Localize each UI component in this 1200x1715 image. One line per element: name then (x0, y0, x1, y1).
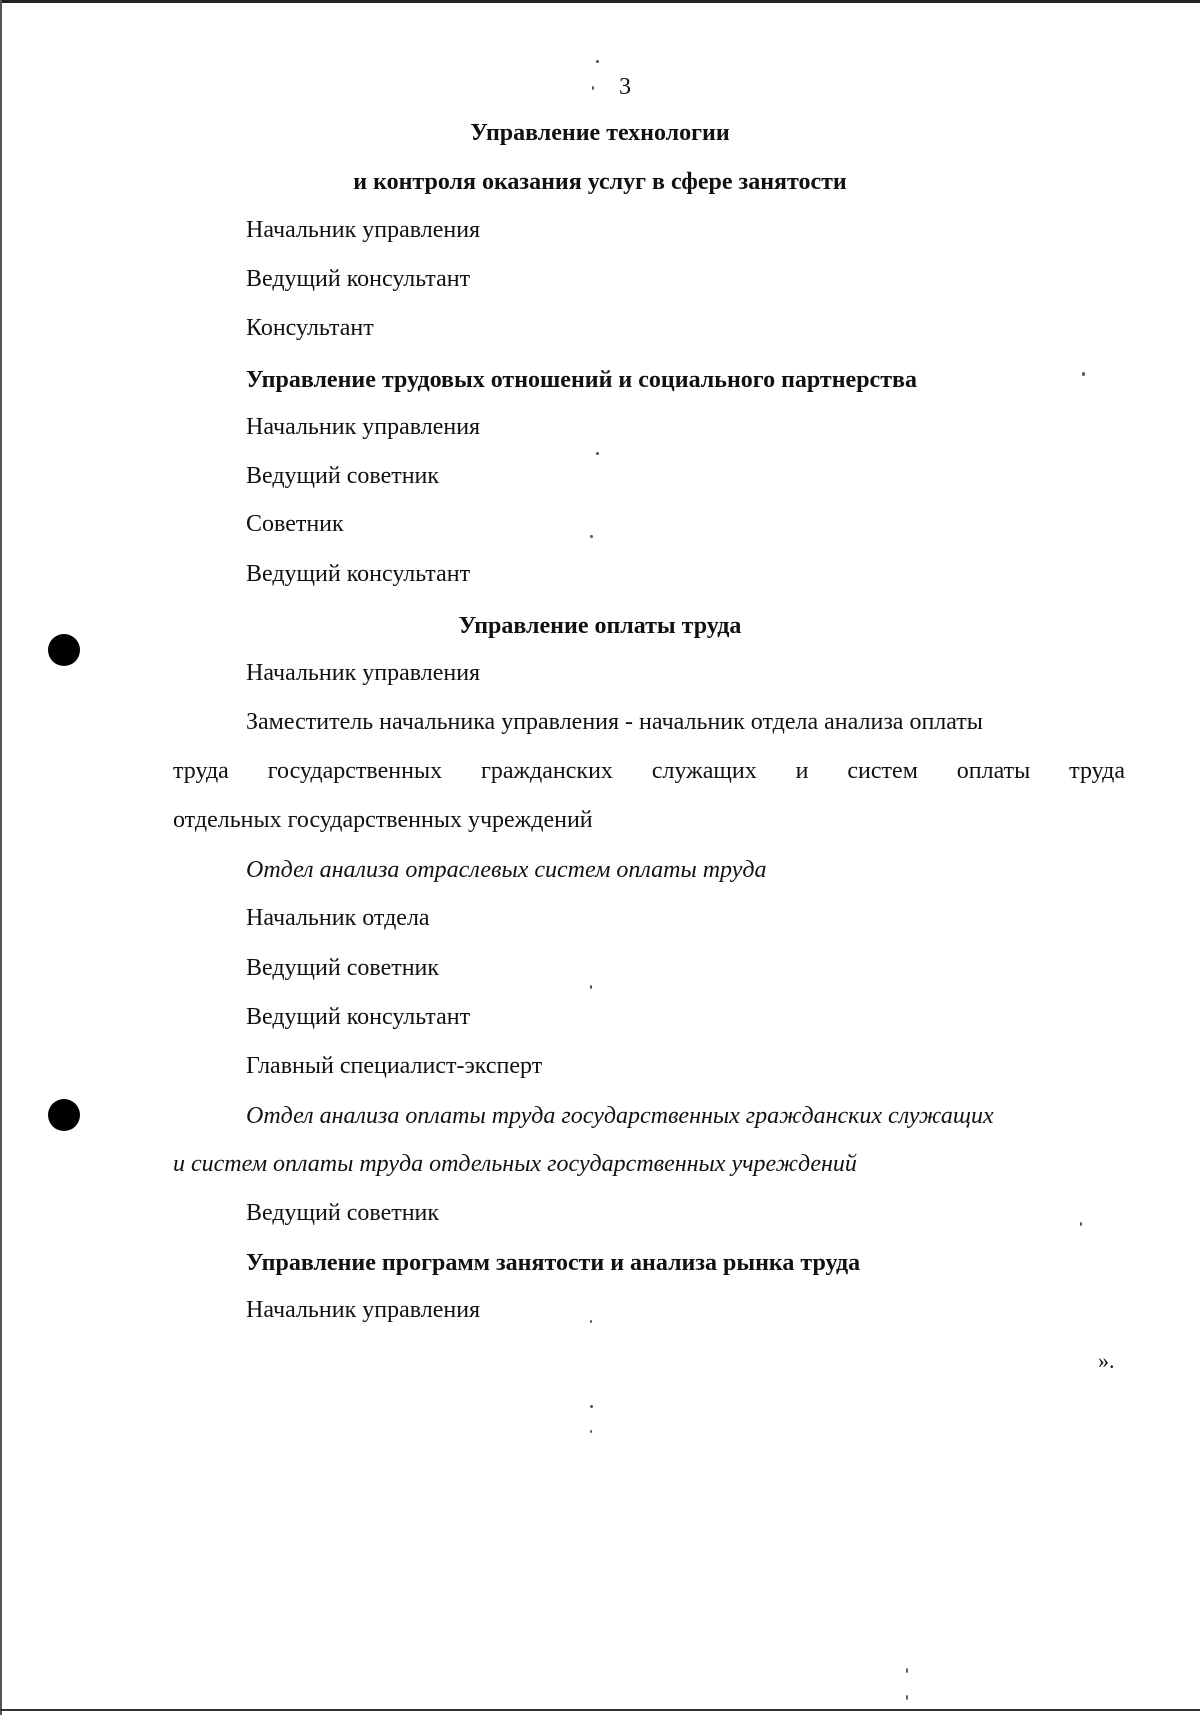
page-number: 3 (619, 74, 631, 100)
section-title: Управление оплаты труда (458, 613, 742, 639)
position-item: Ведущий консультант (246, 561, 471, 587)
department-title: Отдел анализа отраслевых систем оплаты труда (246, 857, 767, 883)
scan-speck (596, 60, 599, 63)
scan-speck (590, 535, 593, 538)
scan-speck (590, 1405, 593, 1408)
position-paragraph-line: труда государственных гражданских служащих и систем оплаты труда (173, 758, 1125, 784)
scan-speck (906, 1695, 908, 1700)
position-item: Ведущий советник (246, 1200, 440, 1226)
scan-top-border (0, 0, 1200, 3)
position-item: Советник (246, 511, 344, 537)
position-item: Ведущий консультант (246, 266, 471, 292)
position-item: Начальник управления (246, 660, 481, 686)
scan-speck (590, 1320, 592, 1323)
department-title: и систем оплаты труда отдельных государственных учреждений (173, 1151, 857, 1177)
position-paragraph-line: отдельных государственных учреждений (173, 807, 593, 833)
position-item: Консультант (246, 315, 374, 341)
position-item: Начальник управления (246, 414, 481, 440)
position-item: Главный специалист-эксперт (246, 1053, 543, 1079)
scan-speck (590, 985, 592, 989)
section-title: Управление программ занятости и анализа рынка труда (246, 1250, 861, 1276)
position-item: Начальник управления (246, 1297, 481, 1323)
punch-hole-lower (48, 1099, 80, 1131)
closing-quote-mark: ». (1098, 1348, 1115, 1373)
position-item: Ведущий советник (246, 955, 440, 981)
department-title: Отдел анализа оплаты труда государственных гражданских служащих (246, 1103, 994, 1129)
section-title: и контроля оказания услуг в сфере занятости (353, 169, 847, 195)
scan-speck (1082, 372, 1085, 376)
scan-bottom-border (0, 1709, 1200, 1711)
position-paragraph-line: Заместитель начальника управления - начальник отдела анализа оплаты (246, 709, 983, 735)
scan-speck (906, 1668, 908, 1673)
scan-left-border (0, 0, 2, 1715)
scan-speck (590, 1430, 592, 1433)
section-title: Управление трудовых отношений и социального партнерства (246, 367, 917, 393)
position-item: Начальник управления (246, 217, 481, 243)
position-item: Ведущий советник (246, 463, 440, 489)
section-title: Управление технологии (470, 120, 730, 146)
position-item: Ведущий консультант (246, 1004, 471, 1030)
scan-speck (1080, 1222, 1082, 1226)
position-item: Начальник отдела (246, 905, 430, 931)
scan-speck (596, 452, 599, 455)
